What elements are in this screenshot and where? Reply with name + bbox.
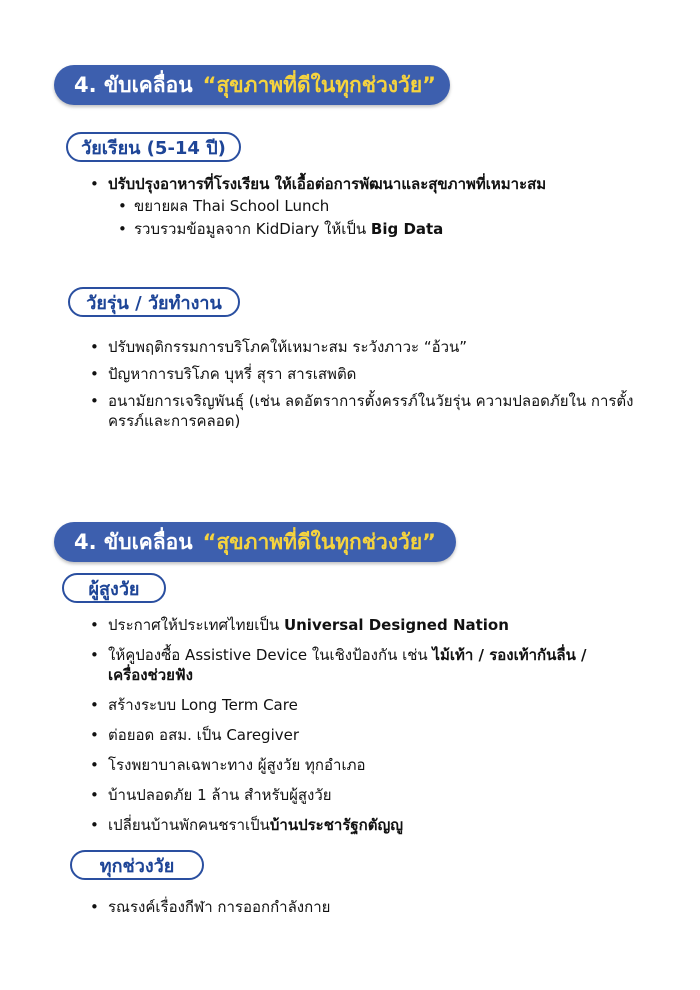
youth-list [90,337,648,431]
list-item: • ต่อยอด อสม. เป็น Caregiver [90,726,300,744]
section-label-school-age: วัยเรียน (5-14 ปี) [66,132,241,162]
list-item: • อนามัยการเจริญพันธุ์ (เช่น ลดอัตราการตั้งครรภ์ในวัยรุ่น ความปลอดภัยใน การตั้งครรภ์และการคลอด) [90,392,634,430]
banner-quoted-title: “สุขภาพที่ดีในทุกช่วงวัย” [202,529,436,554]
section-label-all-ages: ทุกช่วงวัย [70,850,204,880]
list-item: • บ้านปลอดภัย 1 ล้าน สำหรับผู้สูงวัย [90,786,332,804]
list-item: • ให้คูปองซื้อ Assistive Device ในเชิงป้องกัน เช่น ไม้เท้า / รองเท้ากันลื่น / เครื่องช่วยฟัง [90,646,587,684]
list-item: • รวบรวมข้อมูลจาก KidDiary ให้เป็น Big Data [118,220,444,238]
elderly-list [90,615,628,835]
banner-quoted-title: “สุขภาพที่ดีในทุกช่วงวัย” [202,72,436,97]
all-ages-list [90,897,628,917]
list-item: • เปลี่ยนบ้านพักคนชราเป็นบ้านประชารัฐกตัญญู [90,816,404,834]
list-item: • โรงพยาบาลเฉพาะทาง ผู้สูงวัย ทุกอำเภอ [90,756,366,774]
school-age-sub-list [118,196,664,239]
banner-number: 4. ขับเคลื่อน [74,72,193,97]
list-item: • ปรับปรุงอาหารที่โรงเรียน ให้เอื้อต่อการพัฒนาและสุขภาพที่เหมาะสม [90,175,547,193]
section-label-elderly: ผู้สูงวัย [62,573,166,603]
list-item: • สร้างระบบ Long Term Care [90,696,298,714]
list-item: • ปัญหาการบริโภค บุหรี่ สุรา สารเสพติด [90,365,357,383]
list-item: • ขยายผล Thai School Lunch [118,197,330,215]
school-age-list [90,174,668,194]
list-item: • ประกาศให้ประเทศไทยเป็น Universal Designed Nation [90,616,509,634]
list-item: • รณรงค์เรื่องกีฬา การออกกำลังกาย [90,898,331,916]
section-label-youth-working-age: วัยรุ่น / วัยทำงาน [68,287,240,317]
slide2-banner [54,522,456,562]
banner-number: 4. ขับเคลื่อน [74,529,193,554]
slide1-banner [54,65,450,105]
list-item: • ปรับพฤติกรรมการบริโภคให้เหมาะสม ระวังภาวะ “อ้วน” [90,338,468,356]
